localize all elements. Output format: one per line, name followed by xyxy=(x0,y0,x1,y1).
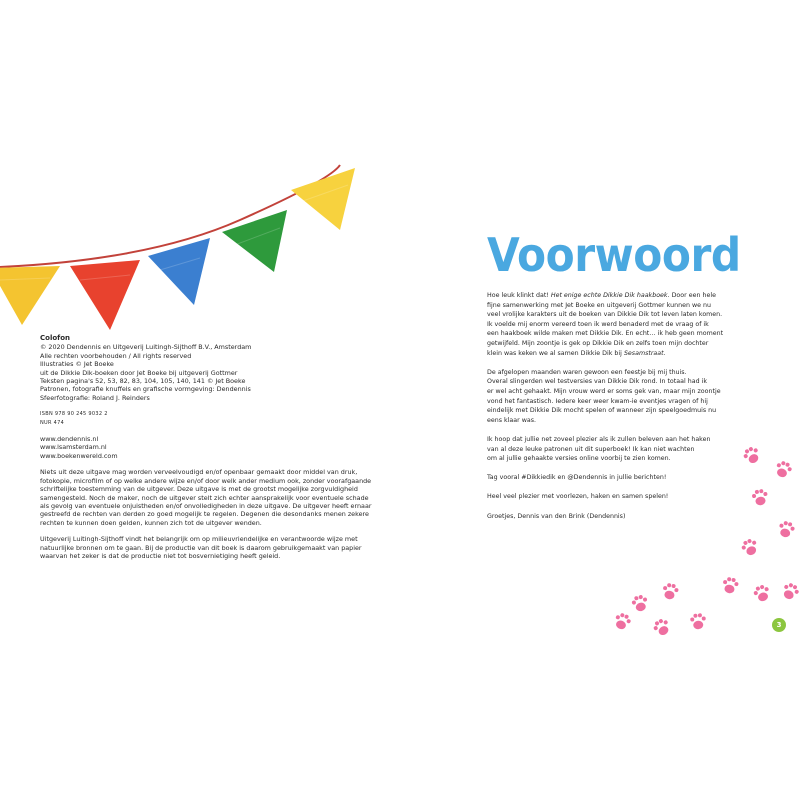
paragraph-line: De afgelopen maanden waren gewoon een feestje bij mij thuis. xyxy=(487,368,687,376)
isbn: ISBN 978 90 245 9032 2 xyxy=(40,411,108,418)
colofon-line: Alle rechten voorbehouden / All rights reserved xyxy=(40,351,192,360)
paw-print-icon xyxy=(661,582,679,600)
copyright-notice xyxy=(40,468,372,527)
paragraph-line: fijne samenwerking met Jet Boeke en uitgeverij Gottmer kunnen we nu xyxy=(487,301,711,309)
paw-print-icon xyxy=(690,613,707,630)
paragraph-line: eens klaar was. xyxy=(487,416,537,424)
nur: NUR 474 xyxy=(40,419,65,426)
paw-print-icon xyxy=(631,594,650,613)
paragraph-line: Hoe leuk klinkt dat! Het enige echte Dikkie Dik haakboek. Door een hele xyxy=(487,292,716,299)
paragraph-line: veel vrolijke karakters uit de boeken van Dikkie Dik tot leven laten komen. xyxy=(487,311,723,319)
paragraph-line: van al deze leuke patronen uit dit superboek! Ik kan niet wachten xyxy=(487,445,695,453)
paragraph-line: om al jullie gehaakte versies online voorbij te zien komen. xyxy=(487,455,671,463)
website-link: www.boekenwereld.com xyxy=(40,451,118,460)
paragraph-line: natuurlijke bronnen om te gaan. Bij de productie van dit boek is daarom gebruikgemaakt van papier xyxy=(40,543,362,552)
colofon-line: uit de Dikkie Dik-boeken door Jet Boeke bij uitgeverij Gottmer xyxy=(40,368,238,377)
paragraph-2 xyxy=(487,368,721,426)
paragraph-line: als gevolg van eventuele onjuistheden en/of onvolledigheden in deze uitgave. De uitgever heeft ernaar xyxy=(40,501,372,510)
right-page xyxy=(400,0,800,800)
paw-print-icon xyxy=(612,611,632,631)
colofon-line: Teksten pagina's 52, 53, 82, 83, 104, 105, 140, 141 © Jet Boeke xyxy=(40,377,246,386)
paragraph-line: er wel acht gehaakt. Mijn vrouw werd er soms gek van, maar mijn zoontje xyxy=(487,387,721,395)
colofon-line: Sfeerfotografie: Roland J. Reinders xyxy=(40,393,150,402)
paw-print-icon xyxy=(741,445,762,466)
website-link: www.lsamsterdam.nl xyxy=(40,443,107,452)
paragraph-line: Ik voelde mij enorm vereerd toen ik werd benaderd met de vraag of ik xyxy=(487,320,709,328)
paw-print-icon xyxy=(651,617,672,638)
bunting-flag-yellow-left xyxy=(0,266,60,325)
paragraph-line: waarvan het zeker is dat de productie niet tot bosvernietiging heeft geleid. xyxy=(40,551,281,560)
paragraph-line: vond het fantastisch. Iedere keer weer kwam-ie eventjes vragen of hij xyxy=(487,397,708,405)
bunting-flag-yellow-right xyxy=(291,168,355,230)
paragraph-line: een haakboek wilde maken met Dikkie Dik. En echt… ik heb geen moment xyxy=(487,330,724,338)
colofon-line: Illustraties © Jet Boeke xyxy=(40,360,114,369)
paragraph-line: klein was keken we al samen Dikkie Dik bij Sesamstraat. xyxy=(487,349,666,357)
colofon-heading: Colofon xyxy=(40,334,70,342)
paragraph-line: getwijfeld. Mijn zoontje is gek op Dikkie Dik en zelfs toen mijn dochter xyxy=(487,339,709,347)
colofon-line: Patronen, fotografie knuffels en grafische vormgeving: Dendennis xyxy=(40,385,251,394)
page-number: 3 xyxy=(772,618,786,632)
paragraph-3 xyxy=(487,435,717,464)
paragraph-6: Groetjes, Dennis van den Brink (Dendennis) xyxy=(487,512,626,520)
paw-print-icon xyxy=(777,520,796,539)
paragraph-line: Uitgeverij Luitingh-Sijthoff vindt het belangrijk om op milieuvriendelijke en verantwoorde wijze met xyxy=(40,535,358,544)
paragraph-5: Heel veel plezier met voorlezen, haken en samen spelen! xyxy=(487,493,669,501)
colofon xyxy=(40,334,372,560)
paw-print-icon xyxy=(721,576,739,594)
paragraph-4: Tag vooral #Dikkiedik en @Dendennis in jullie berichten! xyxy=(487,474,667,482)
foreword-text xyxy=(487,291,724,531)
paragraph-line: Niets uit deze uitgave mag worden verveelvoudigd en/of openbaar gemaakt door middel van druk, xyxy=(40,468,358,477)
environment-notice xyxy=(40,535,360,560)
paragraph-line: samengesteld. Noch de maker, noch de uitgever stelt zich echter aansprakelijk voor eventuele schade xyxy=(40,493,369,502)
page-title: Voorwoord xyxy=(487,228,741,282)
paragraph-line: schriftelijke toestemming van de uitgever. Deze uitgave is met de grootst mogelijke zorgvuldigheid xyxy=(40,485,358,494)
paw-print-icon xyxy=(752,583,772,603)
paragraph-line: Overal slingerden wel testversies van Dikkie Dik rond. In totaal had ik xyxy=(487,378,707,386)
paw-print-icon xyxy=(773,459,793,479)
paw-print-icon xyxy=(780,581,800,602)
paragraph-line: Ik hoop dat jullie net zoveel plezier als ik zullen beleven aan het haken xyxy=(487,435,711,443)
bunting-flag-red xyxy=(70,260,140,330)
paragraph-line: fotokopie, microfilm of op welke andere wijze en/of door welk ander medium ook, zonder voorafgaande xyxy=(40,476,372,485)
paragraph-line: eindelijk met Dikkie Dik mocht spelen of wanneer zijn speelgoedmuis nu xyxy=(487,407,717,415)
bunting-flag-blue xyxy=(148,238,210,305)
paw-print-icon xyxy=(740,537,761,558)
bunting-flag-green xyxy=(222,210,287,272)
website-link: www.dendennis.nl xyxy=(40,435,99,444)
paragraph-1 xyxy=(487,291,724,358)
crochet-bunting-image xyxy=(0,160,400,340)
paw-print-icon xyxy=(751,488,769,506)
paragraph-line: gestreefd de rechten van derden zo goed mogelijk te regelen. Degenen die desondanks menen zekere xyxy=(40,510,369,519)
colofon-line: © 2020 Dendennis en Uitgeverij Luitingh-Sijthoff B.V., Amsterdam xyxy=(40,343,252,352)
paragraph-line: rechten te kunnen doen gelden, kunnen zich tot de uitgever wenden. xyxy=(40,518,262,527)
